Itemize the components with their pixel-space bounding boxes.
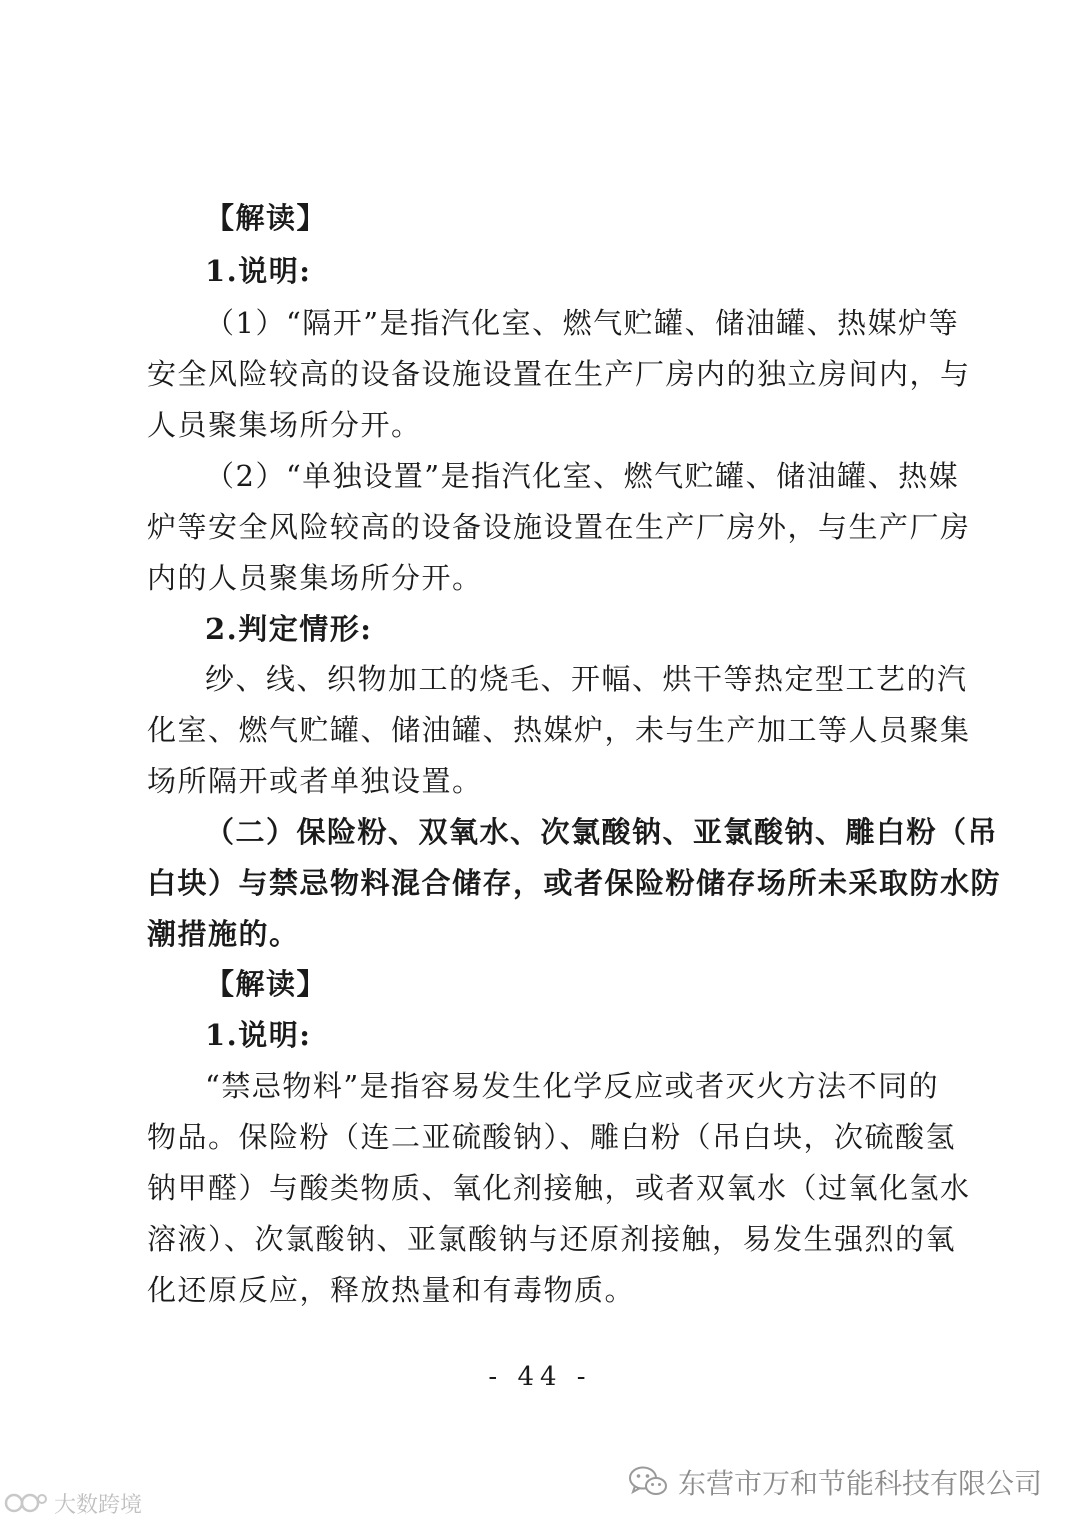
watermark-right [628,1462,1042,1502]
section-heading-interpretation: 【解读】 [205,967,328,1001]
clause-heading-line: 潮措施的。 [147,917,300,951]
paragraph-line: 安全风险较高的设备设施设置在生产厂房内的独立房间内，与 [147,357,971,391]
watermark-right-text: 东营市万和节能科技有限公司 [677,1467,1042,1500]
page-number: - 44 - [488,1362,592,1392]
wechat-icon [628,1465,668,1499]
paragraph-line: 炉等安全风险较高的设备设施设置在生产厂房外，与生产厂房 [147,510,971,544]
paragraph-line: “禁忌物料”是指容易发生化学反应或者灭火方法不同的 [205,1069,940,1103]
section-heading-interpretation: 【解读】 [205,201,328,235]
clause-heading-line: 白块）与禁忌物料混合储存，或者保险粉储存场所未采取防水防 [147,866,1002,900]
camera-logo-icon [4,1490,48,1516]
paragraph-line: 人员聚集场所分开。 [147,408,422,442]
subheading-explanation: 1.说明: [205,1018,312,1052]
paragraph-line: 物品。保险粉（连二亚硫酸钠）、雕白粉（吊白块，次硫酸氢 [147,1120,957,1154]
watermark-left-text: 大数跨境 [54,1492,143,1518]
clause-heading-line: （二）保险粉、双氧水、次氯酸钠、亚氯酸钠、雕白粉（吊 [205,815,999,849]
paragraph-line: （2）“单独设置”是指汽化室、燃气贮罐、储油罐、热媒 [205,459,960,493]
paragraph-line: （1）“隔开”是指汽化室、燃气贮罐、储油罐、热媒炉等 [205,306,960,340]
paragraph-line: 钠甲醛）与酸类物质、氧化剂接触，或者双氧水（过氧化氢水 [147,1171,971,1205]
paragraph-line: 场所隔开或者单独设置。 [147,764,483,798]
paragraph-line: 化还原反应，释放热量和有毒物质。 [147,1273,636,1307]
subheading-criteria: 2.判定情形: [205,612,373,646]
subheading-explanation: 1.说明: [205,254,312,288]
watermark-left [4,1488,142,1518]
paragraph-line: 纱、线、织物加工的烧毛、开幅、烘干等热定型工艺的汽 [205,662,968,696]
paragraph-line: 内的人员聚集场所分开。 [147,561,483,595]
paragraph-line: 化室、燃气贮罐、储油罐、热媒炉，未与生产加工等人员聚集 [147,713,971,747]
paragraph-line: 溶液）、次氯酸钠、亚氯酸钠与还原剂接触，易发生强烈的氧 [147,1222,957,1256]
